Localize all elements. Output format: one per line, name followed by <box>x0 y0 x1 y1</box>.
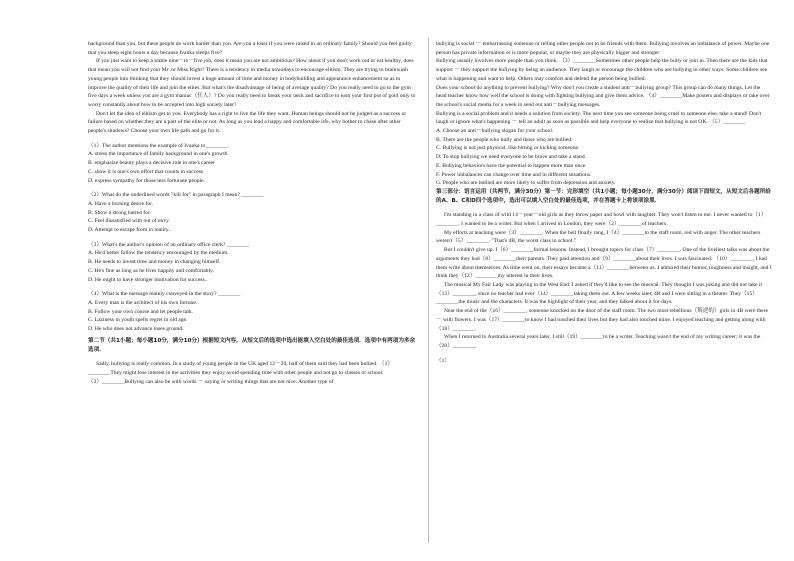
passage-paragraph: Does your school do anything to prevent bullying? Why don't you create a student anti－bullying group? This group can do many things. Let the head teacher know how well the school is doing with fighting bullying and give them advice. （4）________Make posters and displays or take over the school's social media for a week to send out anti－bullying messages. <box>436 84 770 108</box>
question-2 <box>88 191 418 235</box>
option: C. Laziness in youth spells regret in old age. <box>88 317 188 324</box>
passage-paragraph: Bullying is a social problem and it needs a solution from society. The next time you see someone being cruel to someone else, take a stand! Don't laugh or ignore what's happening － tell an adult as soon as possible and help everyone to realize that bullying is not OK. （5）________ <box>436 110 762 126</box>
cloze-paragraph: I'm standing in a class of wild 14－year－old girls as they throw paper and howl with laughter. They won't listen to me. I never wanted to（1）________. I wanted to be a writer. But when I arrived in London, they were（2）________of teachers. <box>436 212 767 228</box>
question-stem: （3）What's the author's opinion of an ordinary office clerk? ________ <box>88 241 250 248</box>
question-stem: （2）What do the underlined words "kill for" in paragraph I mean? ________ <box>88 192 264 199</box>
cloze-paragraph: But I couldn't give up. I（6）________formal lessons. Instead, I brought topics for class（7）________. One of the liveliest talks was about the arguments they had（8）________their parents. They paid attention and（9）________about their lives. I was fascinated. （10）________, I had them write about themselves. As time went on, their essays became a（11）________between us. I admired their humor, toughness and insight, and I think they（12）________my interest in their lives. <box>436 247 772 280</box>
passage-paragraph: （2）________Bullying can also be with words － saying or writing things that are not nice. Another type of <box>88 378 334 385</box>
question-4 <box>88 290 418 334</box>
passage-paragraph: Bullying usually involves more people than you think. （3）________Sometimes other people help the bully or join in. Then there are the kids that support － they support the bullying by being an audience. They laugh or encourage the children who are bullying in other ways. Some children see what is happening and want to help. Others may comfort and defend the person being bullied. <box>436 58 768 82</box>
passage-paragraph: Sadly, bullying is really common. In a study of young people in the UK aged 12－20, half of them said they had been bullied. （1）________They might lose interest in the activities they enjoy avoid spending time with other people and not go to classes or school. <box>88 361 393 376</box>
section-heading: 第二节（共1小题；每小题10分，满分10分）根据短文内容，从短文后的选项中选出能填入空白处的最佳选项．选项中有两项为多余选项． <box>88 337 416 353</box>
option: F. Power imbalances can change over time and in different situations. <box>436 171 592 178</box>
right-column <box>436 40 772 365</box>
option: D. To stop bullying we need everyone to be brave and take a stand. <box>436 154 587 161</box>
left-column <box>88 40 418 386</box>
question-1 <box>88 142 418 186</box>
option: B. emphasize beauty plays a decisive role in one's career <box>88 160 215 167</box>
question-stem: （4）What is the message mainly conveyed in the story? ________ <box>88 291 241 298</box>
option: A. Have a burning desire for. <box>88 200 154 207</box>
option: D. Attempt to escape from in reality.. <box>88 227 172 234</box>
passage-paragraph: If you just want to keep a stable nine－to－five job, does it mean you are not ambitious? How about if you don't work out or eat healthy, does that mean you will not find your Mr. or Miss Right? There is a tendency in media nowadays to encourage elitism. They are trying to brainwash young people into thinking that they should invest a huge amount of time and money in bodybuilding and appearance enhancement so as to improve the quality of their life and join the elites. But what's the disadvantage of being of average quality? Do you really need to go to the gym five days a week unless you are a gym maniac（狂人）? Do you really need to break your neck and sacrifice to earn your first pot of gold only to worry constantly about how to be accepted into high society later? <box>88 58 416 108</box>
option: A. Choose an anti－bullying slogan for your school. <box>436 128 554 135</box>
option: B. Show a strong hatred for. <box>88 209 151 216</box>
option: C. show it is one's own effort that counts in success <box>88 168 204 175</box>
cloze-paragraph: When I returned to Australia several years later, I still（19）________to be a writer. Teaching wasn't the end of my writing career; it was the（20）________. <box>436 334 761 349</box>
option: B. There are the people who bully and those who are bullied. <box>436 136 573 143</box>
option: E. Bullying behaviors have the potential to happen more than once. <box>436 162 587 169</box>
section-heading: 第三部分：语言运用（共两节，满分30分）第一节：完形填空（共1小题；每小题30分，满分30分）阅读下面短文，从短文后各题所给的A、B、C和D四个选项中，选出可以填入空白处的最佳选项，并在答题卡上将该项涂黑． <box>436 188 771 204</box>
column-divider <box>428 38 429 543</box>
option-list <box>436 127 772 188</box>
question-3 <box>88 241 418 285</box>
option: B. He needs to invest time and money in changing himself. <box>88 259 221 266</box>
option: C. Feel dissatisfied with out of envy. <box>88 218 170 225</box>
option: C. Bullying is not just physical, like hitting or kicking someone. <box>436 145 580 152</box>
option: D. He who does not advance loses ground. <box>88 326 184 333</box>
question-number: （1） <box>436 357 450 364</box>
cloze-paragraph: Near the end of the（16）________, someone knocked on the door of the staff room. The two most rebellious（叛逆的）girls in 4B were there － with flowers. I was（17）________to know I had touched their lives but they had also touched mine. I enjoyed teaching and getting along with（18）________. <box>436 308 769 332</box>
passage-paragraph: bullying is social － embarrassing someone or telling other people not to be friends with them. Bullying involves an imbalance of power. Maybe one person has private information or is more popular, or maybe they are physically bigger and stronger. <box>436 41 770 56</box>
option: G. People who are bullied are more likely to suffer from depression and anxiety. <box>436 180 616 187</box>
option: D. express sympathy for those less fortunate people. <box>88 177 205 184</box>
option: C. He's fine as long as he lives happily and comfortably. <box>88 267 214 274</box>
option: B. Follow your own course and let people talk. <box>88 308 194 315</box>
cloze-paragraph: The musical My Fair Lady was playing in the West End. I asked if they'd like to see the musical. They thought I was joking and did not take it（13）________, since no teacher had ever（14）________taking them out. A few weeks later, 4B and I were sitting in a theater. They（15）________the music and the characters. It was the highlight of their year, and they talked about it for days. <box>436 281 763 306</box>
passage-paragraph: Don't let the idea of elitism get to you. Everybody has a right to live the life they want. Human beings should not be judged as a success or failure based on whether they are a part of the elite or not. As long as you lead a happy and comfortable life, why bother to chase after other people's shadows? Choose your own life path and go for it. <box>88 110 407 135</box>
option: A. He'd better follow the tendency encouraged by the medium. <box>88 250 229 257</box>
option: A. stress the importance of family background in one's growth <box>88 151 228 158</box>
option: A. Every man is the architect of his own fortune. <box>88 299 198 306</box>
option: D. He ought to have stronger motivation for success.. <box>88 276 208 283</box>
question-stem: （1）The author mentions the example of Ivanka to________. <box>88 142 230 149</box>
cloze-paragraph: My efforts at teaching were（3）________. When the bell finally rang, I（4）________to the staff room, red with anger. The other teachers weren't（5）________. "That's 4B, the worst class in school." <box>436 229 761 245</box>
passage-paragraph: background than you, but these people do work harder than you. Are you a loser if you were raised in an ordinary family? Should you feel guilty that you sleep eight hours a day because Ivanka sleeps five? <box>88 41 412 56</box>
